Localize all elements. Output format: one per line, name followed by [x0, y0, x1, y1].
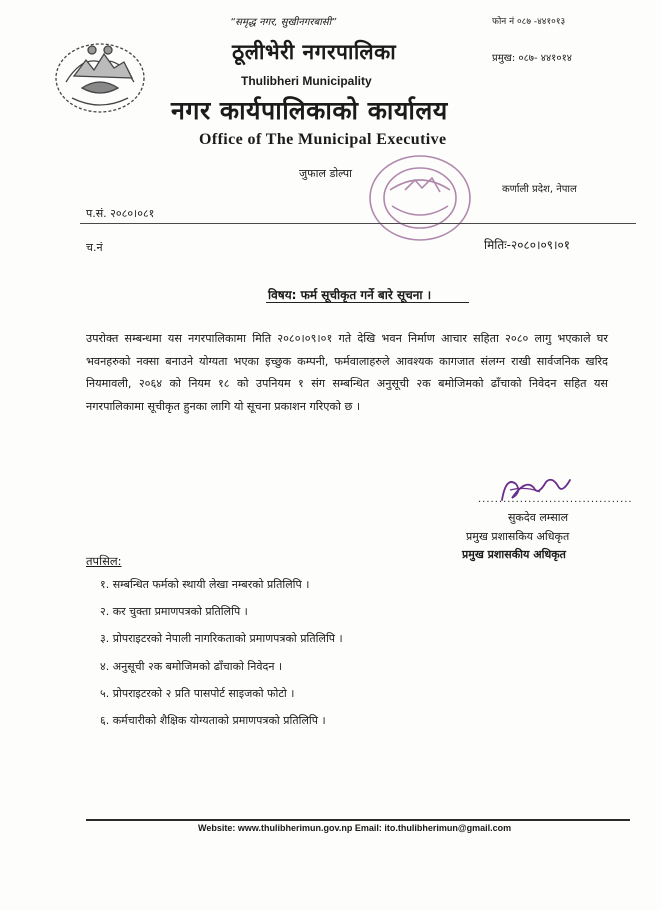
- municipality-name-nepali: ठूलीभेरी नगरपालिका: [232, 40, 397, 64]
- list-item: ४. अनुसूची २क बमोजिमको ढाँचाको निवेदन ।: [100, 659, 283, 673]
- dispatch-number: च.नं: [86, 241, 103, 254]
- signatory-name: सुकदेव लम्साल: [508, 511, 569, 524]
- letter-date: मितिः-२०८०।०९।०१: [484, 238, 571, 252]
- chief-phone-number: प्रमुख: ०८७- ४४१०१४: [492, 53, 572, 64]
- footer-divider: [86, 819, 630, 821]
- footer-contact: Website: www.thulibherimun.gov.np Email: ito.thulibherimun@gmail.com: [198, 823, 512, 833]
- required-documents-list: [100, 573, 343, 736]
- signatory-stamp-text: प्रमुख प्रशासकीय अधिकृत: [462, 548, 566, 561]
- list-item: ३. प्रोपराइटरको नेपाली नागरिकताको प्रमाणपत्रको प्रतिलिपि ।: [100, 632, 343, 646]
- office-name-english: Office of The Municipal Executive: [199, 131, 447, 148]
- subject-line: विषय: फर्म सूचीकृत गर्ने बारे सूचना ।: [268, 288, 432, 302]
- nepal-emblem-icon: [52, 36, 148, 116]
- list-item: ५. प्रोपराइटरको २ प्रति पासपोर्ट साइजको फोटो ।: [100, 686, 295, 700]
- municipal-seal-icon: [360, 150, 478, 245]
- list-item: २. कर चुक्ता प्रमाणपत्रको प्रतिलिपि ।: [100, 605, 248, 619]
- subject-underline: [266, 302, 469, 303]
- province-label: कर्णाली प्रदेश, नेपाल: [502, 184, 577, 195]
- motto: “समृद्ध नगर, सुखीनगरबासी”: [230, 17, 337, 28]
- list-item: १. सम्बन्धित फर्मको स्थायी लेखा नम्बरको प्रतिलिपि ।: [100, 578, 310, 591]
- reference-number: प.सं. २०८०।०८१: [86, 207, 155, 220]
- office-location: जुफाल डोल्पा: [299, 167, 352, 180]
- list-item: ६. कर्मचारीको शैक्षिक योग्यताको प्रमाणपत्रको प्रतिलिपि ।: [100, 713, 326, 727]
- phone-number: फोन नं ०८७ -४४१०१३: [492, 17, 566, 27]
- notice-body: उपरोक्त सम्बन्धमा यस नगरपालिकामा मिति २०८०।०९।०१ गते देखि भवन निर्माण आचार सहिता २०८० लागु भएकाले घर भवनहरुको नक्सा बनाउने योग्यता भएका इच्छुक कम्पनी, फर्मवालाहरुले आवश्यक कागजात संलग्न राखी सार्वजनिक खरिद नियमावली, २०६४ को नियम १८ को उपनियम १ संग सम्बन्धित अनुसूची २क बमोजिमको ढाँचाको निवेदन सहित यस नगरपालिकामा सूचीकृत हुनका लागि यो सूचना प्रकाशन गरिएको छ ।: [86, 332, 608, 413]
- header-divider: [80, 223, 636, 224]
- signature-dotted-line: .....................................: [478, 494, 633, 505]
- office-name-nepali: नगर कार्यपालिकाको कार्यालय: [171, 96, 448, 125]
- signatory-title: प्रमुख प्रशासकिय अधिकृत: [466, 530, 570, 543]
- municipality-name-english: Thulibheri Municipality: [241, 74, 372, 88]
- details-heading: तपसिल:: [86, 554, 122, 568]
